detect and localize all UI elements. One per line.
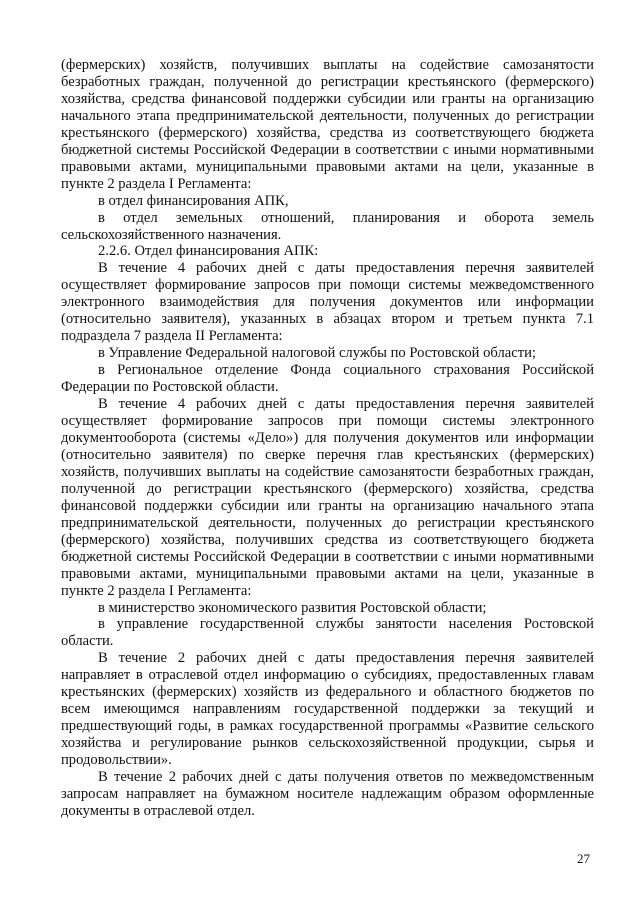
paragraph: В течение 2 рабочих дней с даты получения ответов по межведомственным запросам направляет на бумажном носителе надлежащим образом оформленные документы в отраслевой отдел. bbox=[61, 769, 594, 819]
list-item: в отдел земельных отношений, планирования и оборота земель сельскохозяйственного назначения. bbox=[61, 209, 594, 243]
list-item: в Региональное отделение Фонда социального страхования Российской Федерации по Ростовской области. bbox=[61, 362, 594, 396]
paragraph: В течение 4 рабочих дней с даты предоставления перечня заявителей осуществляет формирование запросов при помощи системы межведомственного электронного взаимодействия для получения документов или информации (относительно заявителя), указанных в абзацах втором и третьем пункта 7.1 подраздела 7 раздела II Регламента: bbox=[61, 260, 594, 345]
paragraph: В течение 2 рабочих дней с даты предоставления перечня заявителей направляет в отраслевой отдел информацию о субсидиях, предоставленных главам крестьянских (фермерских) хозяйств из федерального и областного бюджетов по всем имеющимся направлениям государственной поддержки за текущий и предшествующий годы, в рамках государственной программы «Развитие сельского хозяйства и регулирование рынков сельскохозяйственной продукции, сырья и продовольствии». bbox=[61, 650, 594, 769]
list-item: в министерство экономического развития Ростовской области; bbox=[98, 599, 487, 616]
section-heading: 2.2.6. Отдел финансирования АПК: bbox=[98, 243, 319, 260]
paragraph: В течение 4 рабочих дней с даты предоставления перечня заявителей осуществляет формирование запросов при помощи системы электронного документооборота (системы «Дело») для получения документов или информации (относительно заявителя) по сверке перечня глав крестьянских (фермерских) хозяйств, получивших выплаты на содействие самозанятости безработных граждан, полученной до регистрации крестьянского (фермерского) хозяйства, средства финансовой поддержки субсидии или гранты на организацию начального этапа предпринимательской деятельности, полученных до регистрации крестьянского (фермерского) хозяйства, получивших средства из соответствующего бюджета бюджетной системы Российской Федерации в соответствии с иными нормативными правовыми актами, муниципальными правовыми актами на цели, указанные в пункте 2 раздела I Регламента: bbox=[61, 396, 594, 599]
paragraph-continuation: (фермерских) хозяйств, получивших выплаты на содействие самозанятости безработных граждан, полученной до регистрации крестьянского (фермерского) хозяйства, средства финансовой поддержки субсидии или гранты на организацию начального этапа предпринимательской деятельности, полученных до регистрации крестьянского (фермерского) хозяйства, средства из соответствующего бюджета бюджетной системы Российской Федерации в соответствии с иными нормативными правовыми актами, муниципальными правовыми актами на цели, указанные в пункте 2 раздела I Регламента: bbox=[61, 57, 594, 192]
list-item: в Управление Федеральной налоговой службы по Ростовской области; bbox=[98, 345, 536, 362]
document-body bbox=[61, 57, 594, 820]
list-item: в управление государственной службы занятости населения Ростовской области. bbox=[61, 616, 594, 650]
list-item: в отдел финансирования АПК, bbox=[98, 192, 289, 209]
page-number: 27 bbox=[577, 851, 590, 866]
